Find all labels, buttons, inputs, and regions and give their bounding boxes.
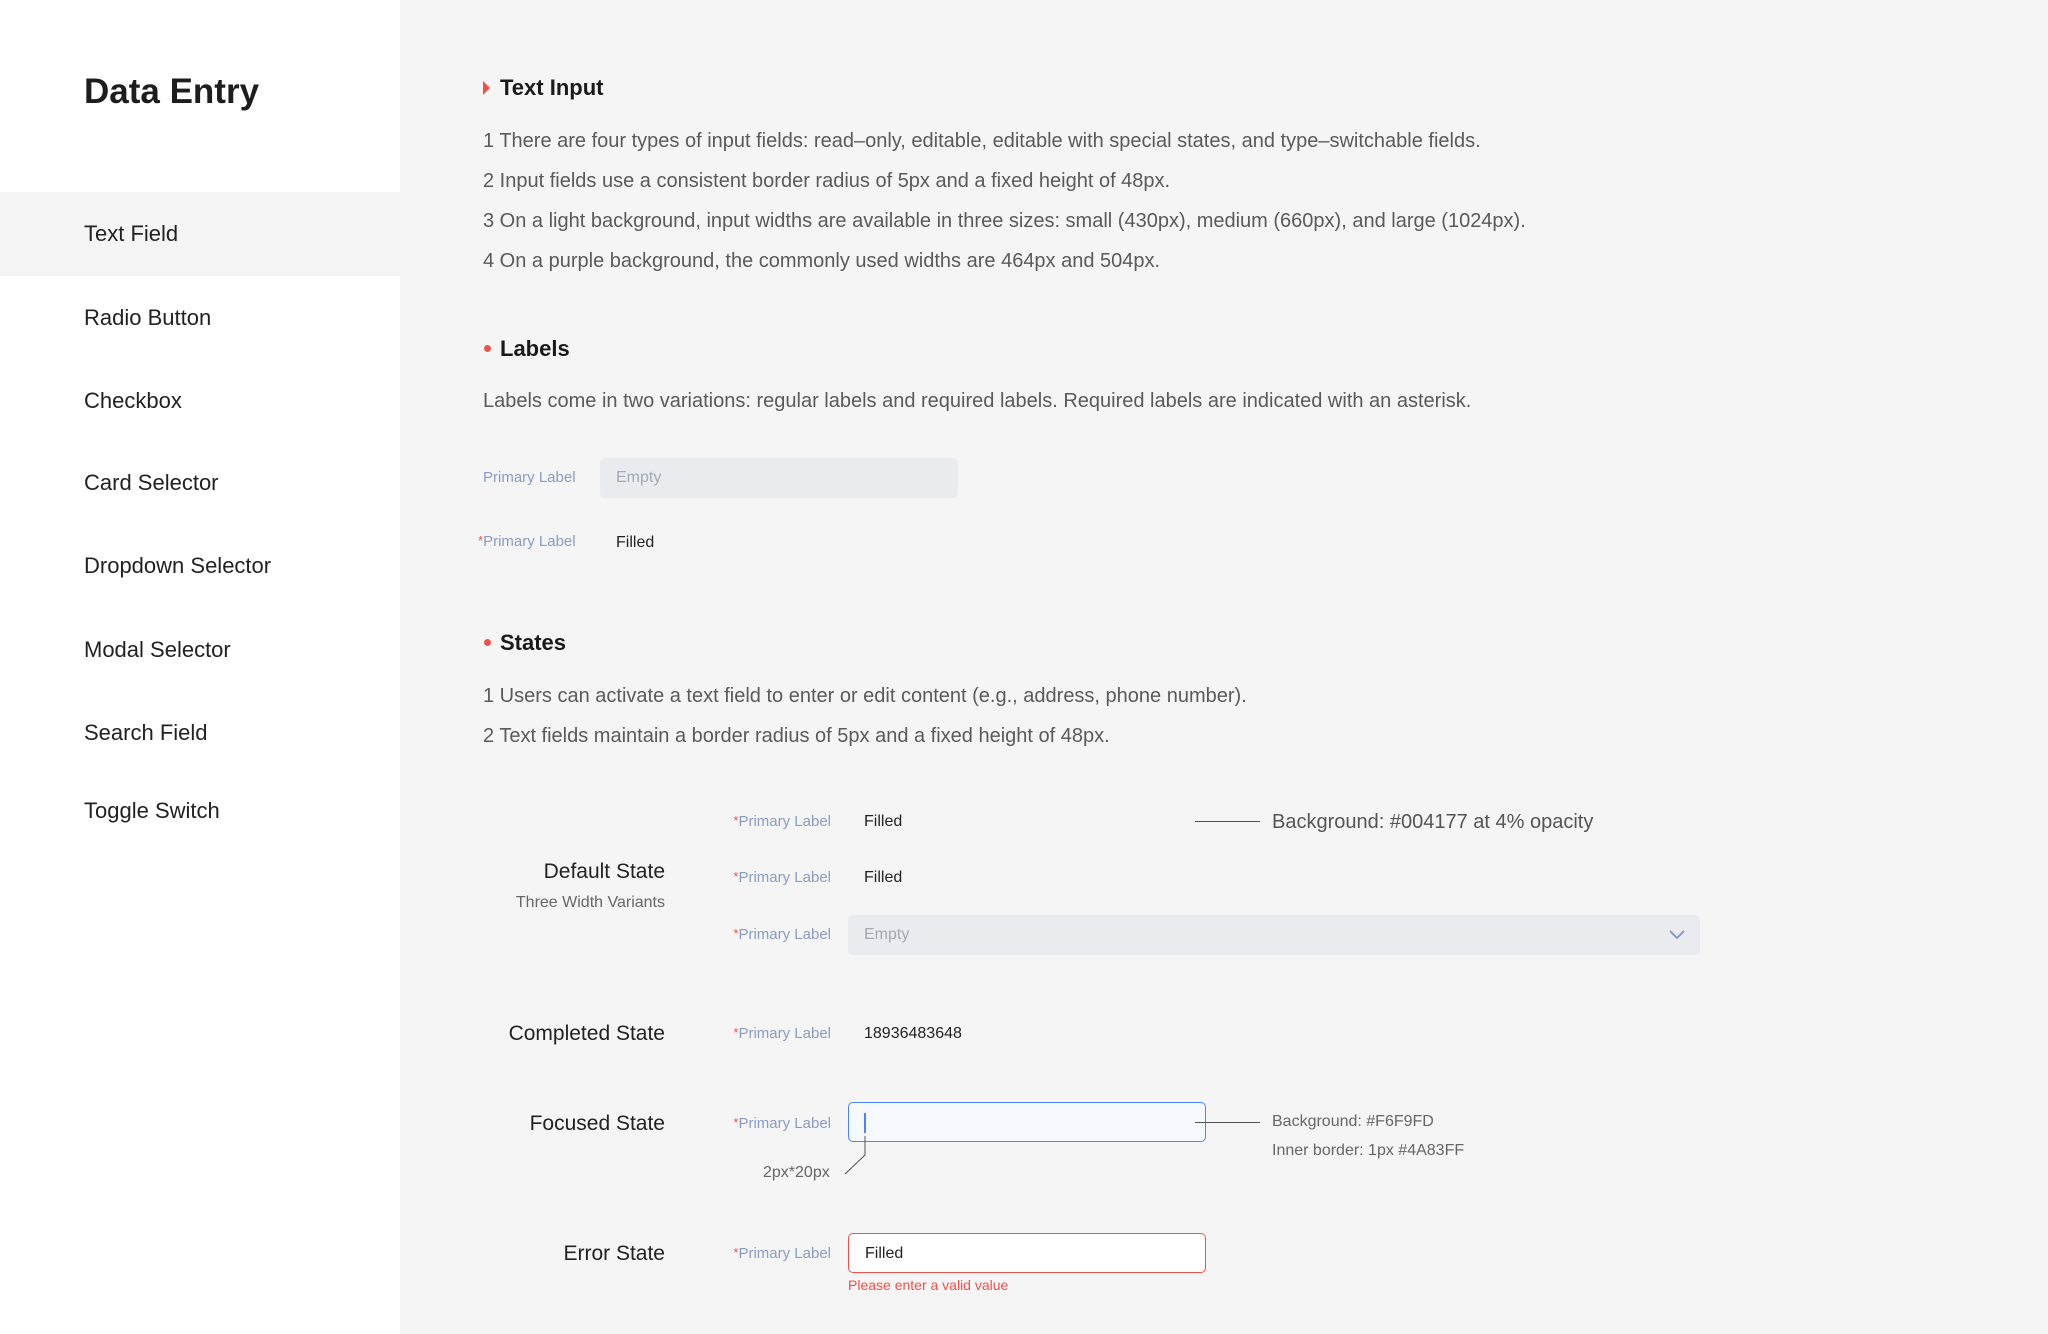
callout-line (1195, 821, 1260, 822)
text-input-line-3: 3 On a light background, input widths are available in three sizes: small (430px), medium (660px), and large (1024px). (483, 210, 1526, 232)
required-asterisk: * (733, 926, 739, 941)
focused-note-background: Background: #F6F9FD (1272, 1113, 1434, 1130)
callout-line (1195, 1122, 1260, 1123)
cursor-size-note: 2px*20px (763, 1164, 830, 1181)
required-asterisk: * (733, 1025, 739, 1040)
sidebar-item-text-field[interactable]: Text Field (0, 192, 400, 276)
sidebar-item-dropdown-selector[interactable]: Dropdown Selector (84, 553, 272, 578)
default-field-large-dropdown[interactable] (848, 915, 1700, 955)
section-title-states: States (500, 630, 567, 655)
required-asterisk: * (478, 533, 484, 548)
required-asterisk: * (733, 813, 739, 828)
section-marker-dot-icon (484, 345, 491, 352)
section-marker-dot-icon (484, 639, 491, 646)
focused-state-title: Focused State (529, 1112, 665, 1135)
completed-field[interactable]: 18936483648 (864, 1025, 962, 1042)
states-line-2: 2 Text fields maintain a border radius of 5px and a fixed height of 48px. (483, 725, 1110, 747)
states-line-1: 1 Users can activate a text field to enter or edit content (e.g., address, phone number). (483, 685, 1247, 707)
error-field[interactable]: Filled (848, 1233, 1206, 1273)
sidebar-item-card-selector[interactable]: Card Selector (84, 470, 219, 495)
error-field-label: *Primary Label (733, 1245, 831, 1262)
section-marker-triangle-icon (483, 81, 490, 95)
default-state-subtitle: Three Width Variants (515, 894, 665, 911)
required-asterisk: * (733, 869, 739, 884)
focused-field-label: *Primary Label (733, 1115, 831, 1132)
sidebar-item-toggle-switch[interactable]: Toggle Switch (84, 798, 220, 823)
section-title-text-input: Text Input (500, 75, 604, 100)
labels-example-empty-field[interactable]: Empty (600, 458, 958, 498)
default-state-title: Default State (543, 860, 665, 883)
labels-example-filled-field[interactable]: Filled (616, 534, 655, 551)
sidebar-item-radio-button[interactable]: Radio Button (84, 305, 212, 330)
default-field-2-label: *Primary Label (733, 869, 831, 886)
section-title-labels: Labels (500, 336, 570, 361)
default-state-note: Background: #004177 at 4% opacity (1272, 811, 1594, 833)
completed-field-label: *Primary Label (733, 1025, 831, 1042)
default-field-large-value: Empty (864, 926, 910, 943)
labels-description: Labels come in two variations: regular labels and required labels. Required labels are indicated with an asterisk. (483, 390, 1472, 412)
default-field-1-label: *Primary Label (733, 813, 831, 830)
sidebar (0, 0, 400, 1334)
default-field-small[interactable]: Filled (864, 813, 903, 830)
error-state-title: Error State (563, 1242, 665, 1265)
label-example-required (478, 533, 576, 550)
text-input-line-4: 4 On a purple background, the commonly used widths are 464px and 504px. (483, 250, 1161, 272)
label-example-regular: Primary Label (483, 469, 576, 486)
default-field-3-label: *Primary Label (733, 926, 831, 943)
sidebar-title: Data Entry (84, 72, 260, 111)
sidebar-item-checkbox[interactable]: Checkbox (84, 388, 182, 413)
default-field-medium[interactable]: Filled (864, 869, 903, 886)
sidebar-item-modal-selector[interactable]: Modal Selector (84, 637, 231, 662)
text-input-line-1: 1 There are four types of input fields: read–only, editable, editable with special states, and type–switchable fields. (483, 130, 1481, 152)
focused-field[interactable] (848, 1102, 1206, 1142)
chevron-down-icon[interactable] (1668, 927, 1686, 943)
text-input-line-2: 2 Input fields use a consistent border radius of 5px and a fixed height of 48px. (483, 170, 1171, 192)
label-example-required-text: Primary Label (483, 533, 576, 550)
error-message: Please enter a valid value (848, 1277, 1009, 1293)
sidebar-item-search-field[interactable]: Search Field (84, 720, 208, 745)
required-asterisk: * (733, 1245, 739, 1260)
cursor-callout-line (840, 1130, 880, 1175)
completed-state-title: Completed State (508, 1022, 665, 1045)
required-asterisk: * (733, 1115, 739, 1130)
focused-note-border: Inner border: 1px #4A83FF (1272, 1142, 1465, 1159)
